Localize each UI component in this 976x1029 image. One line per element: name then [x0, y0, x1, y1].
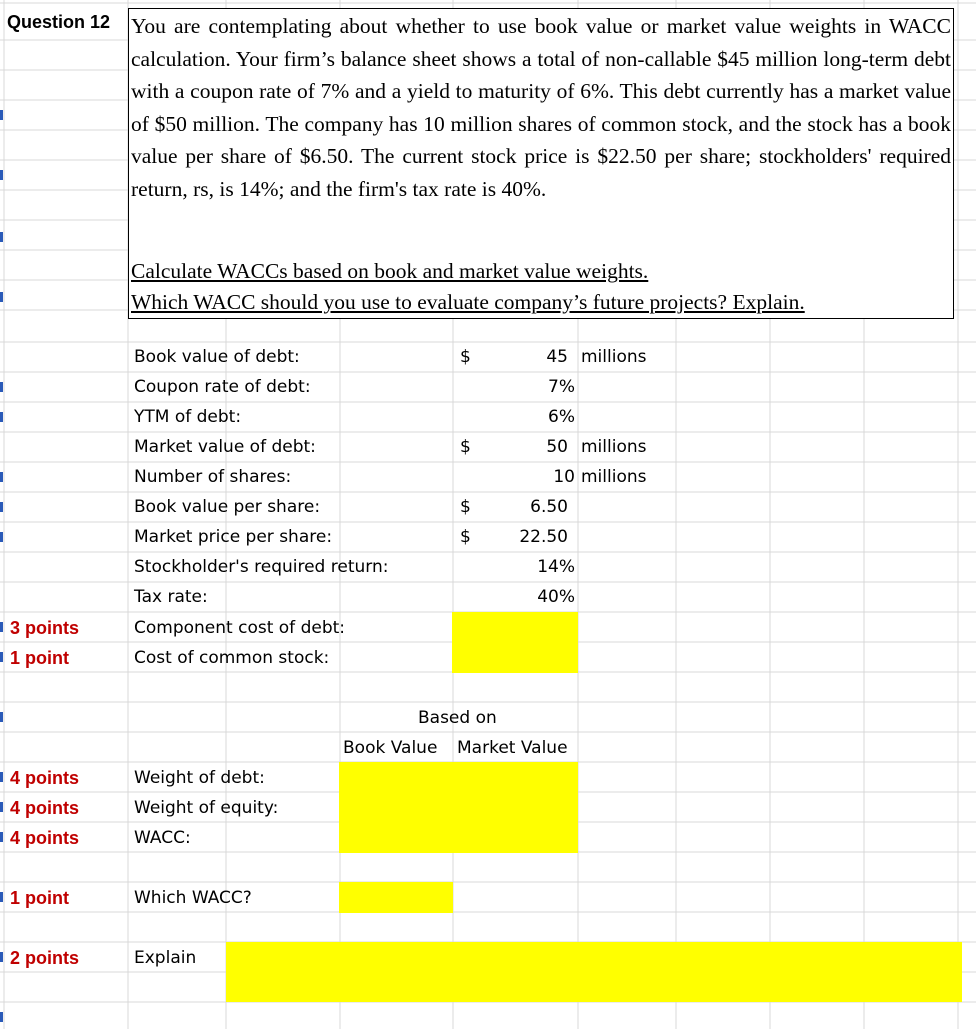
input-unit: millions	[581, 437, 647, 457]
market-value-header: Market Value	[457, 738, 568, 758]
input-value[interactable]: 40%	[537, 587, 575, 607]
which-wacc-answer-cell[interactable]	[339, 882, 453, 913]
task-line-1: Calculate WACCs based on book and market value weights.	[131, 259, 649, 283]
row-marker	[0, 1012, 3, 1022]
input-value[interactable]: 10	[553, 467, 575, 487]
row-marker	[0, 952, 3, 962]
question-label: Question 12	[7, 12, 111, 32]
explain-label: Explain	[134, 948, 197, 968]
weight-label: Weight of equity:	[134, 798, 279, 818]
row-marker	[0, 622, 3, 632]
task-line-2: Which WACC should you use to evaluate company’s future projects? Explain.	[131, 290, 805, 314]
input-unit: millions	[581, 467, 647, 487]
input-label: Market value of debt:	[134, 437, 316, 457]
input-value[interactable]: 7%	[548, 377, 575, 397]
input-unit: millions	[581, 347, 647, 367]
row-marker	[0, 802, 3, 812]
book-value-header: Book Value	[343, 738, 438, 758]
input-value[interactable]: 22.50	[519, 527, 568, 547]
input-label: Number of shares:	[134, 467, 292, 487]
row-marker	[0, 532, 3, 542]
input-value[interactable]: 6.50	[530, 497, 568, 517]
points-label: 3 points	[10, 618, 80, 638]
input-value[interactable]: 45	[546, 347, 568, 367]
input-label: Stockholder's required return:	[134, 557, 389, 577]
input-currency: $	[460, 527, 471, 547]
input-label: Book value of debt:	[134, 347, 300, 367]
input-currency: $	[460, 437, 471, 457]
row-marker	[0, 712, 3, 722]
question-text: You are contemplating about whether to use book value or market value weights in WACC calculation. Your firm’s balance sheet shows a total of non-callable $45 million long-term debt with a coupon rate of 7% and a yield to maturity of 6%. This debt currently has a market value of $50 million. The company has 10 million shares of common stock, and the stock has a book value per share of $6.50. The current stock price is $22.50 per share; stockholders' required return, rs, is 14%; and the firm's tax rate is 40%.	[131, 14, 951, 201]
points-label: 4 points	[10, 768, 80, 788]
points-label: 1 point	[10, 888, 69, 908]
weight-label: WACC:	[134, 828, 191, 848]
input-label: Market price per share:	[134, 527, 333, 547]
input-value[interactable]: 50	[546, 437, 568, 457]
row-marker	[0, 652, 3, 662]
row-marker	[0, 382, 3, 392]
points-label: 2 points	[10, 948, 80, 968]
row-marker	[0, 232, 3, 242]
input-currency: $	[460, 347, 471, 367]
explain-answer-cell[interactable]	[226, 942, 962, 1002]
input-label: Book value per share:	[134, 497, 321, 517]
row-marker	[0, 832, 3, 842]
points-label: 4 points	[10, 798, 80, 818]
input-currency: $	[460, 497, 471, 517]
component-cost-answer-cells[interactable]	[452, 612, 578, 673]
weights-answer-cells[interactable]	[339, 762, 578, 853]
based-on-header: Based on	[418, 708, 497, 728]
row-marker	[0, 412, 3, 422]
row-marker	[0, 502, 3, 512]
input-value[interactable]: 14%	[537, 557, 575, 577]
input-label: Coupon rate of debt:	[134, 377, 311, 397]
row-marker	[0, 292, 3, 302]
component-label: Cost of common stock:	[134, 648, 330, 668]
row-marker	[0, 772, 3, 782]
input-label: YTM of debt:	[134, 407, 242, 427]
points-label: 1 point	[10, 648, 69, 668]
row-marker	[0, 472, 3, 482]
input-value[interactable]: 6%	[548, 407, 575, 427]
points-label: 4 points	[10, 828, 80, 848]
weight-label: Weight of debt:	[134, 768, 265, 788]
question-task	[131, 256, 951, 318]
row-marker	[0, 170, 3, 180]
row-marker	[0, 892, 3, 902]
input-label: Tax rate:	[134, 587, 208, 607]
component-label: Component cost of debt:	[134, 618, 345, 638]
row-marker	[0, 110, 3, 120]
which-wacc-label: Which WACC?	[134, 888, 252, 908]
